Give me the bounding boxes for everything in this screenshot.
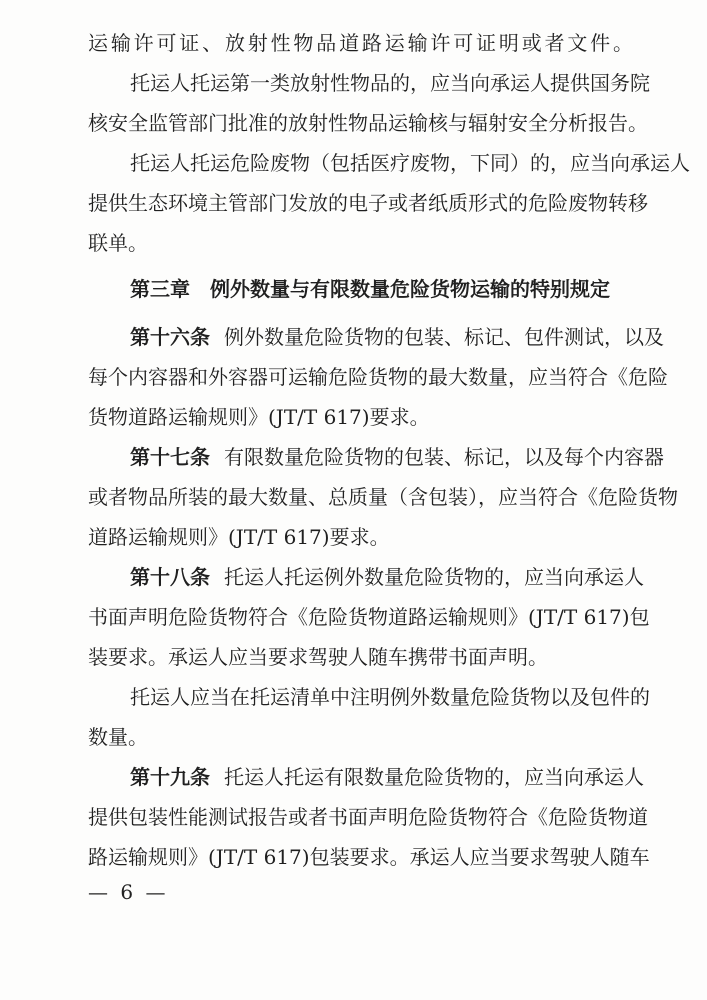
paragraph-line: 装要求。承运人应当要求驾驶人随车携带书面声明。 — [88, 645, 548, 669]
article-label-18: 第十八条 — [130, 565, 210, 589]
paragraph-line: 书面声明危险货物符合《危险货物道路运输规则》(JT/T 617)包 — [88, 605, 650, 629]
article-label-19: 第十九条 — [130, 765, 210, 789]
paragraph-line: 提供生态环境主管部门发放的电子或者纸质形式的危险废物转移 — [88, 191, 648, 215]
paragraph-line: 托运人托运第一类放射性物品的，应当向承运人提供国务院 — [130, 71, 650, 95]
paragraph-text: 例外数量危险货物的包装、标记、包件测试，以及 — [224, 325, 664, 349]
paragraph-line: 托运人托运危险废物（包括医疗废物，下同）的，应当向承运人 — [130, 151, 690, 175]
paragraph-line: 每个内容器和外容器可运输危险货物的最大数量，应当符合《危险 — [88, 365, 668, 389]
chapter-heading: 第三章 例外数量与有限数量危险货物运输的特别规定 — [130, 277, 610, 301]
paragraph-line: 托运人应当在托运清单中注明例外数量危险货物以及包件的 — [130, 685, 650, 709]
paragraph-text: 有限数量危险货物的包装、标记，以及每个内容器 — [224, 445, 664, 469]
paragraph-line: 路运输规则》(JT/T 617)包装要求。承运人应当要求驾驶人随车 — [88, 845, 650, 869]
paragraph-line: 联单。 — [88, 231, 148, 255]
article-label-17: 第十七条 — [130, 445, 210, 469]
paragraph-line: 或者物品所装的最大数量、总质量（含包装），应当符合《危险货物 — [88, 485, 678, 509]
paragraph-line: 货物道路运输规则》(JT/T 617)要求。 — [88, 405, 430, 429]
paragraph-line: 提供包装性能测试报告或者书面声明危险货物符合《危险货物道 — [88, 805, 648, 829]
article-18-first-line — [130, 558, 644, 596]
article-17-first-line — [130, 438, 664, 476]
article-label-16: 第十六条 — [130, 325, 210, 349]
paragraph-text: 托运人托运例外数量危险货物的，应当向承运人 — [224, 565, 644, 589]
article-19-first-line — [130, 758, 644, 796]
paragraph-line: 运输许可证、放射性物品道路运输许可证明或者文件。 — [88, 31, 633, 55]
article-16-first-line — [130, 318, 664, 356]
paragraph-line: 数量。 — [88, 725, 148, 749]
paragraph-line: 道路运输规则》(JT/T 617)要求。 — [88, 525, 390, 549]
paragraph-text: 托运人托运有限数量危险货物的，应当向承运人 — [224, 765, 644, 789]
page-number: — 6 — — [88, 880, 169, 904]
paragraph-line: 核安全监管部门批准的放射性物品运输核与辐射安全分析报告。 — [88, 111, 648, 135]
